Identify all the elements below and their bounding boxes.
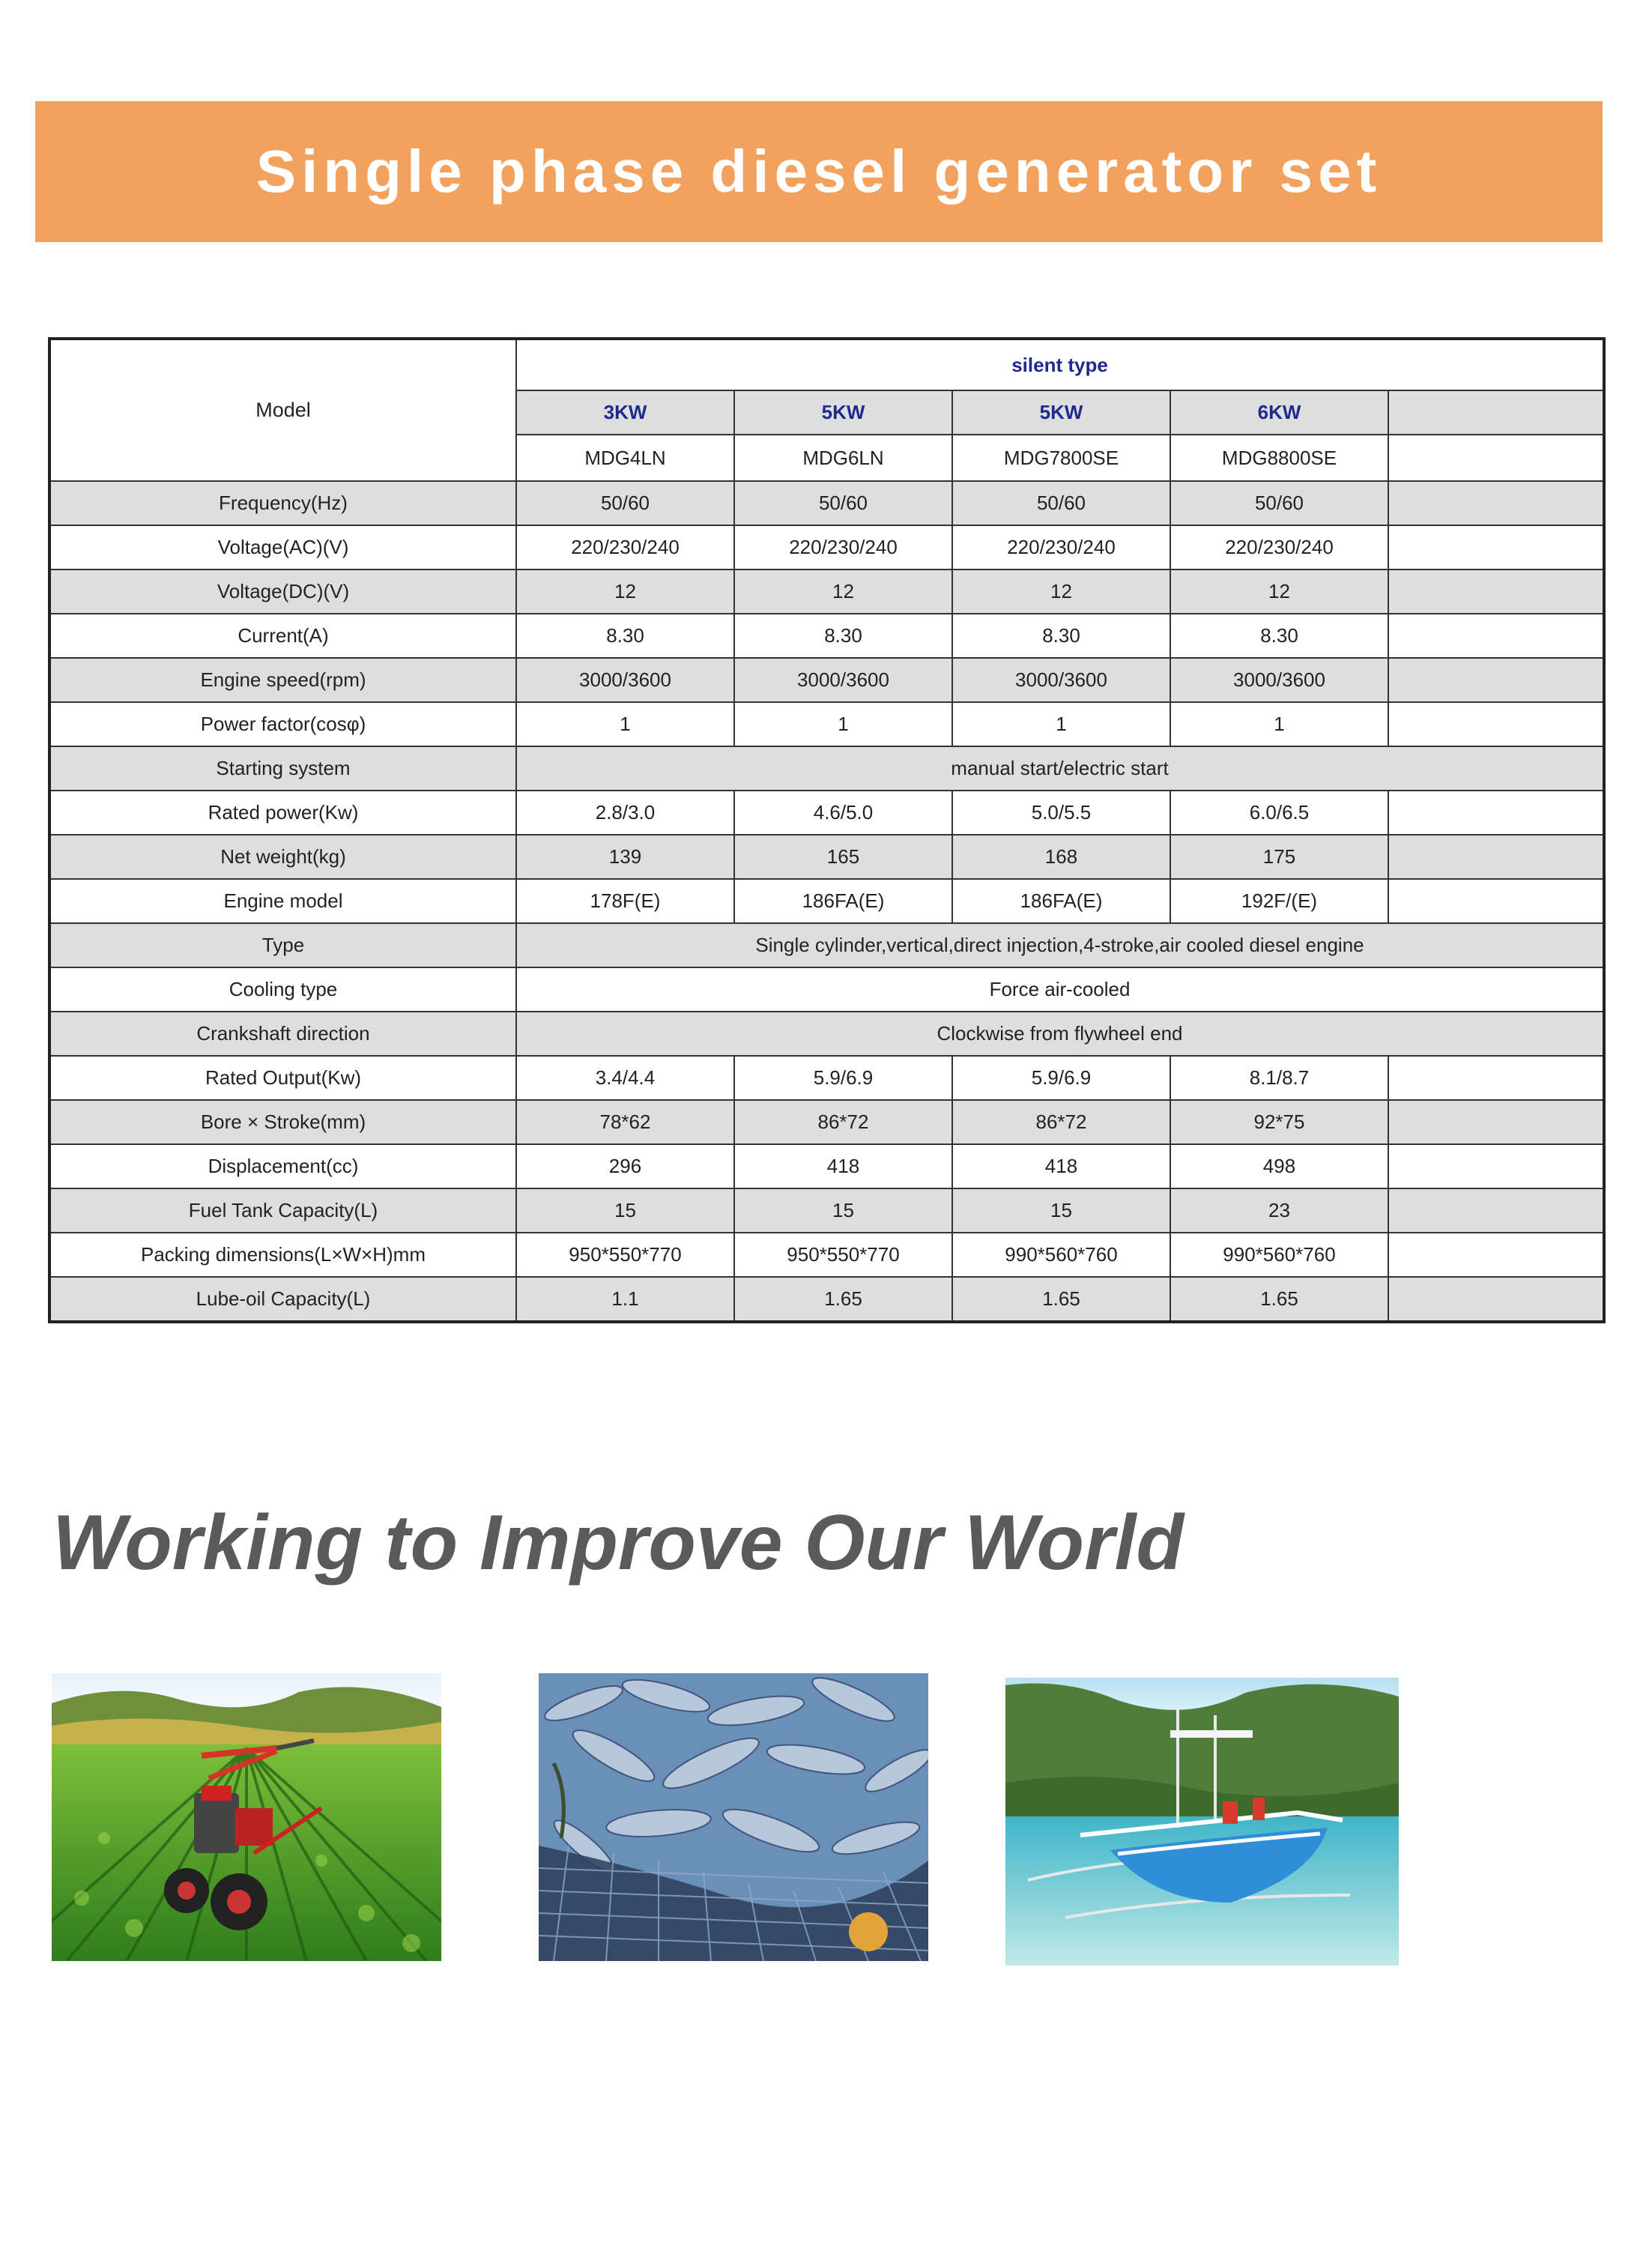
spec-span-value: Single cylinder,vertical,direct injection,4-stroke,air cooled diesel engine [516, 923, 1604, 967]
empty-cell [1388, 791, 1604, 835]
empty-cell [1388, 658, 1604, 702]
power-header: 6KW [1170, 390, 1388, 435]
spec-value: 186FA(E) [952, 879, 1170, 923]
spec-value: 50/60 [1170, 481, 1388, 525]
spec-row [49, 569, 1604, 614]
spec-value: 3000/3600 [952, 658, 1170, 702]
spec-row [49, 525, 1604, 569]
spec-row [49, 923, 1604, 967]
spec-value: 1 [952, 702, 1170, 746]
spec-label: Voltage(DC)(V) [49, 569, 516, 614]
empty-cell [1388, 614, 1604, 658]
spec-label: Engine speed(rpm) [49, 658, 516, 702]
spec-row [49, 791, 1604, 835]
headline: Working to Improve Our World [52, 1499, 1184, 1586]
spec-label: Displacement(cc) [49, 1144, 516, 1188]
spec-value: 1.65 [1170, 1277, 1388, 1322]
spec-value: 2.8/3.0 [516, 791, 734, 835]
spec-value: 220/230/240 [734, 525, 952, 569]
spec-value: 78*62 [516, 1100, 734, 1144]
spec-row [49, 1144, 1604, 1188]
empty-cell [1388, 435, 1604, 481]
spec-value: 8.30 [516, 614, 734, 658]
spec-table [48, 337, 1606, 1323]
spec-value: 8.30 [952, 614, 1170, 658]
empty-cell [1388, 1233, 1604, 1277]
spec-value: 86*72 [952, 1100, 1170, 1144]
empty-cell [1388, 569, 1604, 614]
spec-value: 12 [952, 569, 1170, 614]
spec-span-value: manual start/electric start [516, 746, 1604, 791]
title-banner [35, 101, 1603, 242]
spec-value: 1 [1170, 702, 1388, 746]
spec-value: 498 [1170, 1144, 1388, 1188]
boat-photo [1005, 1678, 1399, 1966]
spec-label: Power factor(cosφ) [49, 702, 516, 746]
empty-cell [1388, 1100, 1604, 1144]
spec-label: Current(A) [49, 614, 516, 658]
spec-value: 86*72 [734, 1100, 952, 1144]
spec-label: Rated Output(Kw) [49, 1056, 516, 1100]
spec-value: 950*550*770 [734, 1233, 952, 1277]
spec-label: Bore × Stroke(mm) [49, 1100, 516, 1144]
spec-value: 3000/3600 [516, 658, 734, 702]
spec-value: 8.30 [1170, 614, 1388, 658]
spec-value: 50/60 [516, 481, 734, 525]
spec-value: 296 [516, 1144, 734, 1188]
spec-row [49, 1056, 1604, 1100]
spec-value: 1.65 [952, 1277, 1170, 1322]
spec-row [49, 658, 1604, 702]
spec-value: 175 [1170, 835, 1388, 879]
spec-value: 8.1/8.7 [1170, 1056, 1388, 1100]
spec-label: Lube-oil Capacity(L) [49, 1277, 516, 1322]
spec-value: 220/230/240 [1170, 525, 1388, 569]
spec-label: Packing dimensions(L×W×H)mm [49, 1233, 516, 1277]
spec-row [49, 1277, 1604, 1322]
empty-cell [1388, 835, 1604, 879]
spec-value: 186FA(E) [734, 879, 952, 923]
empty-cell [1388, 1144, 1604, 1188]
spec-row [49, 481, 1604, 525]
spec-value: 50/60 [952, 481, 1170, 525]
spec-value: 990*560*760 [1170, 1233, 1388, 1277]
header-row-group [49, 339, 1604, 390]
spec-value: 15 [734, 1188, 952, 1233]
spec-label: Rated power(Kw) [49, 791, 516, 835]
spec-row [49, 835, 1604, 879]
spec-row [49, 614, 1604, 658]
spec-value: 165 [734, 835, 952, 879]
empty-cell [1388, 1056, 1604, 1100]
page-title: Single phase diesel generator set [255, 138, 1382, 205]
spec-value: 5.9/6.9 [734, 1056, 952, 1100]
spec-value: 168 [952, 835, 1170, 879]
spec-value: 1.65 [734, 1277, 952, 1322]
spec-value: 23 [1170, 1188, 1388, 1233]
spec-value: 950*550*770 [516, 1233, 734, 1277]
spec-value: 1.1 [516, 1277, 734, 1322]
spec-value: 15 [952, 1188, 1170, 1233]
spec-row [49, 967, 1604, 1012]
spec-value: 178F(E) [516, 879, 734, 923]
power-header: 5KW [734, 390, 952, 435]
spec-span-value: Clockwise from flywheel end [516, 1012, 1604, 1056]
spec-value: 4.6/5.0 [734, 791, 952, 835]
fish-net-photo [539, 1673, 928, 1961]
spec-label: Net weight(kg) [49, 835, 516, 879]
spec-value: 6.0/6.5 [1170, 791, 1388, 835]
spec-label: Engine model [49, 879, 516, 923]
farm-tiller-photo [52, 1673, 441, 1961]
spec-value: 12 [734, 569, 952, 614]
spec-value: 5.0/5.5 [952, 791, 1170, 835]
model-code: MDG7800SE [952, 435, 1170, 481]
empty-cell [1388, 1188, 1604, 1233]
group-label: silent type [516, 339, 1604, 390]
empty-cell [1388, 525, 1604, 569]
spec-row [49, 702, 1604, 746]
spec-label: Cooling type [49, 967, 516, 1012]
spec-label: Starting system [49, 746, 516, 791]
empty-cell [1388, 702, 1604, 746]
empty-cell [1388, 390, 1604, 435]
model-code: MDG8800SE [1170, 435, 1388, 481]
spec-label: Crankshaft direction [49, 1012, 516, 1056]
spec-value: 8.30 [734, 614, 952, 658]
spec-value: 5.9/6.9 [952, 1056, 1170, 1100]
spec-value: 192F/(E) [1170, 879, 1388, 923]
spec-label: Voltage(AC)(V) [49, 525, 516, 569]
empty-cell [1388, 879, 1604, 923]
spec-label: Frequency(Hz) [49, 481, 516, 525]
spec-value: 50/60 [734, 481, 952, 525]
spec-row [49, 879, 1604, 923]
spec-value: 12 [1170, 569, 1388, 614]
spec-label: Fuel Tank Capacity(L) [49, 1188, 516, 1233]
spec-value: 990*560*760 [952, 1233, 1170, 1277]
empty-cell [1388, 1277, 1604, 1322]
model-code: MDG4LN [516, 435, 734, 481]
spec-value: 3.4/4.4 [516, 1056, 734, 1100]
spec-label: Type [49, 923, 516, 967]
spec-row [49, 1188, 1604, 1233]
model-code: MDG6LN [734, 435, 952, 481]
spec-row [49, 1100, 1604, 1144]
spec-value: 1 [516, 702, 734, 746]
spec-value: 139 [516, 835, 734, 879]
empty-cell [1388, 481, 1604, 525]
model-label: Model [49, 339, 516, 481]
spec-value: 3000/3600 [734, 658, 952, 702]
spec-value: 15 [516, 1188, 734, 1233]
spec-row [49, 1233, 1604, 1277]
power-header: 3KW [516, 390, 734, 435]
spec-value: 418 [734, 1144, 952, 1188]
power-header: 5KW [952, 390, 1170, 435]
spec-value: 418 [952, 1144, 1170, 1188]
spec-value: 3000/3600 [1170, 658, 1388, 702]
spec-value: 220/230/240 [952, 525, 1170, 569]
spec-value: 220/230/240 [516, 525, 734, 569]
spec-value: 12 [516, 569, 734, 614]
spec-row [49, 1012, 1604, 1056]
spec-value: 92*75 [1170, 1100, 1388, 1144]
spec-span-value: Force air-cooled [516, 967, 1604, 1012]
spec-value: 1 [734, 702, 952, 746]
spec-row [49, 746, 1604, 791]
